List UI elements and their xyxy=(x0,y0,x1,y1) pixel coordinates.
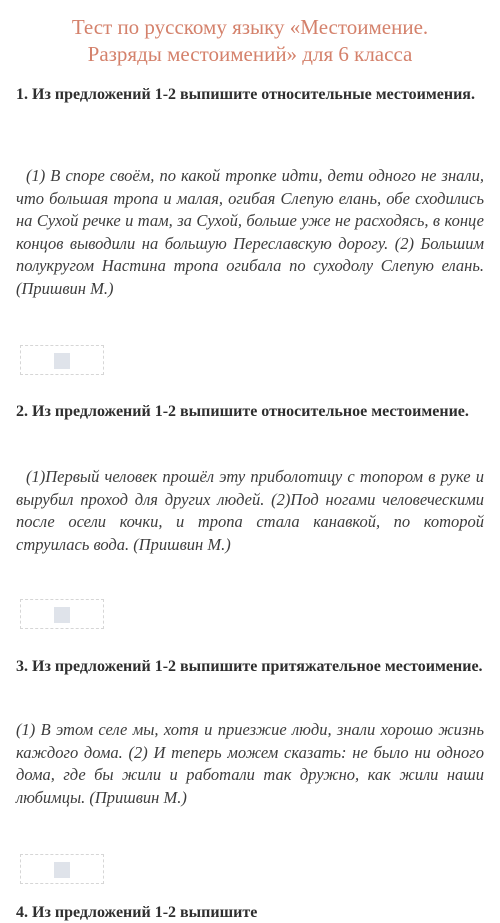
question-4-prompt xyxy=(16,902,484,921)
question-number: 2. xyxy=(16,403,28,420)
answer-placeholder-icon xyxy=(54,607,70,623)
answer-field-1[interactable] xyxy=(20,345,104,375)
question-1-prompt xyxy=(16,84,484,105)
question-number: 3. xyxy=(16,658,28,675)
question-1-text: (1) В споре своём, по какой тропке идти, дети одного не знали, что большая тропа и малая, огибая Слепую елань, обе сходились на Сухой речке и там, за Сухой, больше уже не расходясь, в конце концов выводили на большую Переславскую дорогу. (2) Большим полукругом Настина тропа огибала по суходолу Слепую елань. (Пришвин М.) xyxy=(16,166,484,298)
question-prompt-text: Из предложений 1-2 выпишите притяжательное местоимение. xyxy=(32,658,483,675)
question-3-text: (1) В этом селе мы, хотя и приезжие люди, знали хорошо жизнь каждого дома. (2) И теперь можем сказать: не было ни одного дома, где бы жили и работали так дружно, как жили наши любимцы. (Пришвин М.) xyxy=(16,720,484,807)
answer-field-2[interactable] xyxy=(20,599,104,629)
question-2-text: (1)Первый человек прошёл эту приболотицу с топором в руке и вырубил проход для других людей. (2)Под ногами человеческими после осели кочки, и тропа стала канавкой, по которой струилась вода. (Пришвин М.) xyxy=(16,467,484,554)
page-title-line-1: Тест по русскому языку «Местоимение. xyxy=(71,15,429,39)
question-prompt-text: Из предложений 1-2 выпишите относительное местоимение. xyxy=(32,403,469,420)
question-3-prompt xyxy=(16,656,484,677)
question-prompt-text: Из предложений 1-2 выпишите относительные местоимения. xyxy=(32,86,475,103)
answer-placeholder-icon xyxy=(54,862,70,878)
page-title xyxy=(0,14,500,68)
question-prompt-text: Из предложений 1-2 выпишите xyxy=(32,904,258,921)
page-title-line-2: Разряды местоимений» для 6 класса xyxy=(87,42,413,66)
question-2-prompt xyxy=(16,401,484,422)
question-number: 1. xyxy=(16,86,28,103)
answer-placeholder-icon xyxy=(54,353,70,369)
answer-field-3[interactable] xyxy=(20,854,104,884)
question-number: 4. xyxy=(16,904,28,921)
